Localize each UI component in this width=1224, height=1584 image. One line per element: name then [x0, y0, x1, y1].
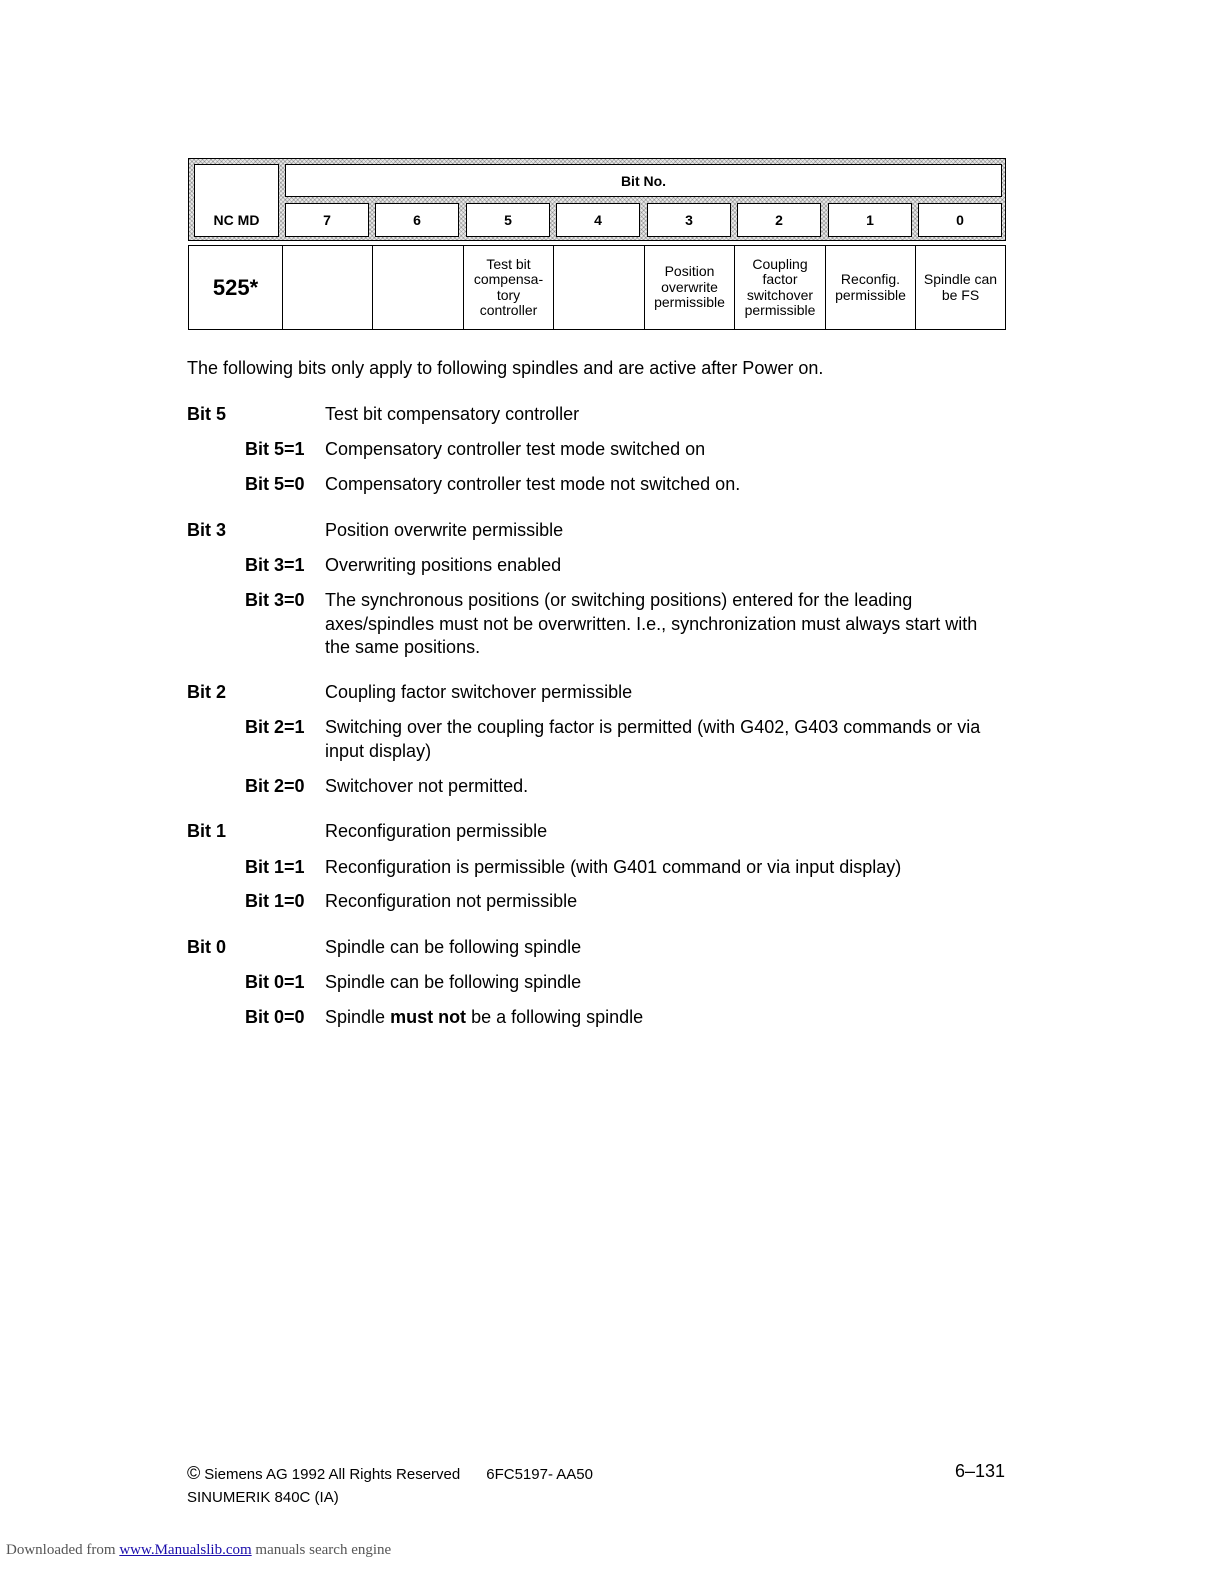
bit-cell-1: Reconfig. permissible: [825, 246, 915, 329]
bit-cell-6: [372, 246, 463, 329]
item-text-bit3-1: Overwriting positions enabled: [325, 555, 562, 575]
item-text-bit2-1: Switching over the coupling factor is permitted (with G402, G403 commands or via input display): [325, 717, 981, 761]
item-text-bit3-0: The synchronous positions (or switching positions) entered for the leading axes/spindles must not be overwritten. I.e., synchronization must always start with the same positions.: [325, 590, 978, 657]
intro-text: The following bits only apply to following spindles and are active after Power on.: [187, 358, 824, 378]
section-title-bit5: Test bit compensatory controller: [325, 404, 580, 424]
bit-header-2: 2: [737, 203, 821, 237]
bit-cell-4: [553, 246, 644, 329]
section-label-bit0: Bit 0: [187, 937, 227, 957]
bit-header-4: 4: [556, 203, 640, 237]
item-text-bit2-0: Switchover not permitted.: [325, 776, 529, 796]
bit-header-3: 3: [647, 203, 731, 237]
item-label-bit1-1: Bit 1=1: [245, 857, 305, 877]
item-text-bit5-0: Compensatory controller test mode not switched on.: [325, 474, 741, 494]
item-label-bit0-1: Bit 0=1: [245, 972, 305, 992]
item-text-bit5-1: Compensatory controller test mode switched on: [325, 439, 706, 459]
copyright-symbol: ©: [187, 1463, 201, 1483]
ncmd-header: NC MD: [194, 164, 279, 237]
item-label-bit2-1: Bit 2=1: [245, 717, 305, 737]
download-suffix: manuals search engine: [251, 1542, 392, 1558]
download-prefix: Downloaded from: [6, 1542, 120, 1558]
product-name: SINUMERIK 840C (IA): [187, 1489, 339, 1506]
item-text-bit0-0: [325, 1006, 995, 1030]
section-label-bit3: Bit 3: [187, 520, 227, 540]
item-label-bit0-0: Bit 0=0: [245, 1007, 305, 1027]
section-label-bit1: Bit 1: [187, 821, 227, 841]
item-text-bit0-0-pre: Spindle: [325, 1007, 391, 1027]
bit-cell-0: Spindle can be FS: [915, 246, 1005, 329]
item-text-bit1-1: Reconfiguration is permissible (with G401 command or via input display): [325, 857, 902, 877]
bit-cell-3: Position overwrite permissible: [644, 246, 734, 329]
download-notice: [6, 1542, 391, 1559]
copyright-text: Siemens AG 1992 All Rights Reserved: [204, 1466, 461, 1483]
page-number: 6–131: [955, 1461, 1006, 1481]
bit-header-5: 5: [466, 203, 550, 237]
md-number: 525*: [212, 274, 259, 300]
section-title-bit3: Position overwrite permissible: [325, 520, 564, 540]
document-number: 6FC5197- AA50: [486, 1466, 593, 1483]
item-label-bit5-1: Bit 5=1: [245, 439, 305, 459]
bit-header-1: 1: [828, 203, 912, 237]
bit-header-0: 0: [918, 203, 1002, 237]
item-text-bit1-0: Reconfiguration not permissible: [325, 891, 578, 911]
item-text-bit0-1: Spindle can be following spindle: [325, 972, 582, 992]
section-title-bit2: Coupling factor switchover permissible: [325, 682, 633, 702]
bitno-header: Bit No.: [285, 164, 1002, 197]
bit-header-6: 6: [375, 203, 459, 237]
section-title-bit0: Spindle can be following spindle: [325, 937, 582, 957]
table-data-row: [188, 245, 1006, 330]
bit-header-7: 7: [285, 203, 369, 237]
bit-cell-5: Test bit compensa- tory controller: [463, 246, 553, 329]
item-label-bit2-0: Bit 2=0: [245, 776, 305, 796]
section-label-bit5: Bit 5: [187, 404, 227, 424]
manualslib-link[interactable]: www.Manualslib.com: [119, 1542, 252, 1558]
item-text-bit0-0-emphasis: must not: [390, 1007, 467, 1027]
bit-cell-2: Coupling factor switchover permissible: [734, 246, 825, 329]
item-label-bit5-0: Bit 5=0: [245, 474, 305, 494]
item-text-bit0-0-post: be a following spindle: [466, 1007, 644, 1027]
section-title-bit1: Reconfiguration permissible: [325, 821, 548, 841]
footer-copyright-line: [187, 1463, 593, 1484]
item-label-bit3-1: Bit 3=1: [245, 555, 305, 575]
section-label-bit2: Bit 2: [187, 682, 227, 702]
table-header: [188, 158, 1006, 241]
bit-table: [188, 158, 1006, 330]
item-label-bit3-0: Bit 3=0: [245, 590, 305, 610]
bit-cell-7: [282, 246, 372, 329]
item-label-bit1-0: Bit 1=0: [245, 891, 305, 911]
